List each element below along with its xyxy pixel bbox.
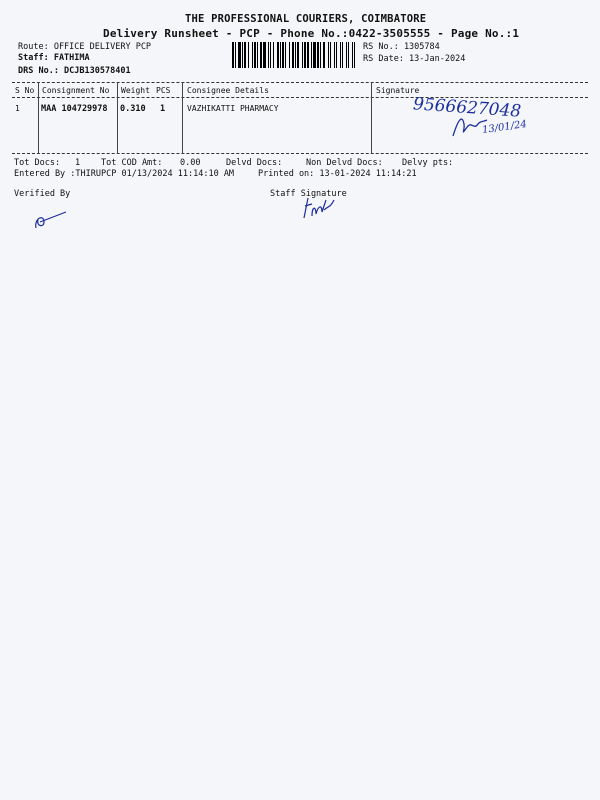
row-sno: 1 (15, 104, 20, 113)
table-header-rule (12, 97, 588, 98)
route-label: Route: OFFICE DELIVERY PCP (18, 42, 152, 52)
row-weight: 0.310 (120, 104, 146, 114)
company-title: THE PROFESSIONAL COURIERS, COIMBATORE (185, 13, 427, 25)
staff-signature-label: Staff Signature (270, 189, 347, 199)
printed-on: Printed on: 13-01-2024 11:14:21 (258, 169, 417, 179)
col-divider (117, 82, 118, 154)
tot-docs-label: Tot Docs: (14, 158, 61, 168)
tot-cod-value: 0.00 (180, 158, 201, 168)
verifier-signature (30, 208, 70, 232)
staff-label: Staff: FATHIMA (18, 53, 90, 63)
drs-number: DRS No.: DCJB130578401 (18, 66, 131, 76)
header-consignee: Consignee Details (187, 86, 269, 95)
header-consignment: Consignment No (42, 86, 110, 95)
row-consignment: MAA 104729978 (41, 104, 108, 114)
tot-cod-label: Tot COD Amt: (101, 158, 163, 168)
row-pcs: 1 (160, 104, 166, 114)
delvy-pts-label: Delvy pts: (402, 158, 454, 168)
barcode-image (232, 42, 357, 68)
handwritten-phone: 9566627048 (412, 94, 522, 122)
tot-docs-value: 1 (75, 158, 81, 168)
verified-by-label: Verified By (14, 189, 71, 199)
staff-signature-mark (300, 194, 340, 220)
handwritten-date: 13/01/24 (481, 118, 528, 137)
non-delvd-docs-label: Non Delvd Docs: (306, 158, 383, 168)
col-divider (371, 82, 372, 154)
header-pcs: PCS (156, 86, 171, 95)
header-signature: Signature (376, 86, 420, 95)
table-bottom-rule (12, 153, 588, 154)
header-weight: Weight (121, 86, 150, 95)
rs-date: RS Date: 13-Jan-2024 (363, 54, 466, 64)
rs-number: RS No.: 1305784 (363, 42, 440, 52)
delvd-docs-label: Delvd Docs: (226, 158, 283, 168)
header-sno: S No (15, 86, 35, 95)
col-divider (182, 82, 183, 154)
table-top-rule (12, 82, 588, 83)
col-divider (38, 82, 39, 154)
entered-by: Entered By :THIRUPCP 01/13/2024 11:14:10 AM (14, 169, 235, 179)
runsheet-title: Delivery Runsheet - PCP - Phone No.:0422-3505555 - Page No.:1 (103, 27, 520, 40)
row-consignee: VAZHIKATTI PHARMACY (187, 104, 279, 113)
